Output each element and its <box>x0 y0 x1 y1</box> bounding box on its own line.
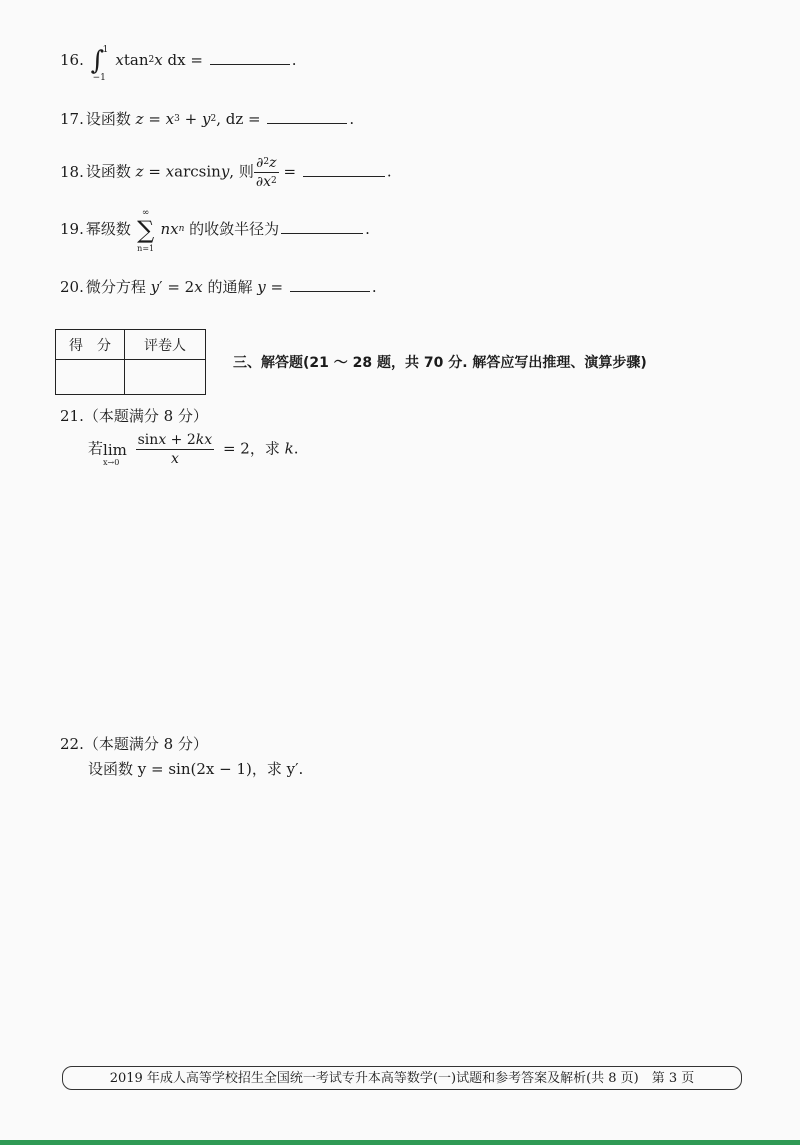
integrand: xtan$^2$x <box>115 51 163 69</box>
question-text: 微分方程 <box>85 278 146 296</box>
score-table <box>55 329 206 395</box>
partial-fraction: $\frac{\partial^2z}{\partial x^2}$ <box>255 155 277 190</box>
question-number: 20. <box>60 278 84 296</box>
formula: z = xarcsiny <box>135 162 230 181</box>
score-cell[interactable] <box>56 360 125 395</box>
answer-blank[interactable] <box>210 63 290 65</box>
question-16: 16. ∫ 1 −1 xtan$^2$x dx = . <box>60 45 297 83</box>
formula: $z = x^3 + y^2$ <box>135 110 217 128</box>
grader-cell[interactable] <box>125 360 206 395</box>
integral-sign: ∫ 1 −1 <box>90 45 109 83</box>
page-footer: 2019 年成人高等学校招生全国统一考试专升本高等数学(一)试题和参考答案及解析(共 8 页) 第 3 页 <box>62 1066 742 1090</box>
question-19: 19. 幂级数 ∞ ∑ n=1 $nx^n$ 的收敛半径为 . <box>60 208 370 253</box>
question-20: 20. 微分方程 y′ = 2x 的通解 y = . <box>60 278 377 296</box>
question-22-body: 设函数 y = sin(2x − 1)，求 y′. <box>88 760 304 778</box>
question-18: 18. 设函数 z = xarcsiny, 则 $\frac{\partial^2z}{\partial x^2}$ = . <box>60 155 392 190</box>
question-text: 的收敛半径为 <box>189 220 280 238</box>
summation-sign: ∞ ∑ n=1 <box>137 208 155 253</box>
question-text: 幂级数 <box>85 220 131 238</box>
question-text: 设函数 <box>85 110 131 128</box>
question-text: 的通解 <box>207 278 253 296</box>
formula: y′ = 2x <box>150 278 203 296</box>
question-number: 19. <box>60 220 84 238</box>
series-term: $nx^n$ <box>160 220 185 238</box>
question-number: 16. <box>60 51 84 69</box>
question-text: , 则 <box>229 162 254 181</box>
limit-fraction: $\frac{\sin x + 2kx}{x}$ <box>137 432 213 467</box>
answer-blank[interactable] <box>303 175 385 177</box>
question-text: = <box>283 162 297 181</box>
answer-blank[interactable] <box>267 122 347 124</box>
limit-operator: lim x→0 <box>103 440 127 467</box>
integral-tail: dx = <box>167 51 203 69</box>
question-text: , dz = <box>216 110 261 128</box>
question-21-body: 若 lim x→0 $\frac{\sin x + 2kx}{x}$ = 2，求 k. <box>88 432 299 467</box>
scan-edge <box>0 1140 800 1145</box>
answer-blank[interactable] <box>281 232 363 234</box>
question-21-header: 21.（本题满分 8 分） <box>60 407 208 425</box>
question-text: = <box>270 278 284 296</box>
grader-header: 评卷人 <box>125 330 206 360</box>
answer-blank[interactable] <box>290 290 370 292</box>
question-number: 17. <box>60 110 84 128</box>
question-17: 17. 设函数 $z = x^3 + y^2$, dz = . <box>60 110 355 128</box>
question-text: 设函数 <box>85 162 131 181</box>
question-number: 18. <box>60 162 84 181</box>
section-title: 三、解答题(21 ～ 28 题，共 70 分. 解答应写出推理、演算步骤) <box>233 355 647 371</box>
question-22-header: 22.（本题满分 8 分） <box>60 735 208 753</box>
score-header: 得 分 <box>56 330 125 360</box>
